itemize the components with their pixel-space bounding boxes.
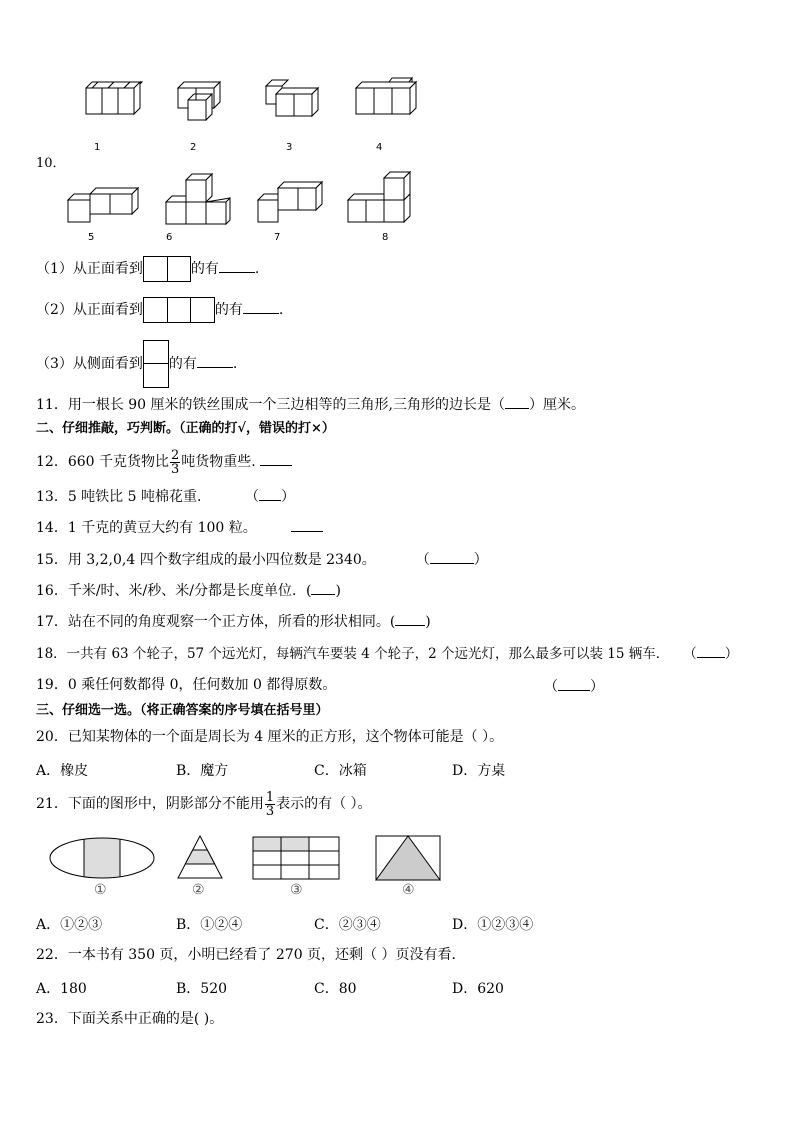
q19-paren: （ ） [544, 679, 604, 695]
cube-label-8: 8 [382, 232, 389, 243]
q11-answer[interactable] [505, 408, 529, 409]
cube-figure-5 [66, 186, 142, 224]
fraction-2-3: $\frac{2}{3}$ [171, 447, 180, 477]
q14-answer[interactable] [291, 531, 323, 532]
cube-figure-6 [164, 172, 234, 226]
q10-sub3-answer[interactable] [197, 367, 233, 368]
q12: 12．660 千克货物比 $\frac{2}{3}$ 吨货物重些. [36, 446, 292, 478]
q22-option-a[interactable]: A．180 [36, 981, 87, 997]
q13-answer[interactable] [259, 500, 281, 501]
front-view-two-squares [143, 256, 191, 282]
cube-figure-3 [262, 80, 324, 120]
q21-option-b[interactable]: B．①②④ [176, 917, 243, 933]
q23: 23．下面关系中正确的是( )。 [36, 1011, 224, 1027]
q22-option-b[interactable]: B．520 [176, 981, 228, 997]
cube-figure-2 [174, 80, 234, 122]
cube-label-1: 1 [94, 142, 101, 153]
q22-option-c[interactable]: C．80 [314, 981, 357, 997]
cube-label-7: 7 [274, 232, 281, 243]
q16: 16．千米/时、米/秒、米/分都是长度单位．( ) [36, 583, 341, 599]
q21-fig-label-3: ③ [290, 882, 303, 898]
q21: 21．下面的图形中，阴影部分不能用 $\frac{1}{3}$ 表示的有（ ）。 [36, 789, 372, 819]
cube-figure-7 [254, 178, 326, 226]
q10-sub3: （3）从侧面看到 的有 . [36, 340, 237, 388]
q13: 13．5 吨铁比 5 吨棉花重． （ ） [36, 489, 295, 505]
q17-answer[interactable] [395, 625, 425, 626]
side-view-two-squares [143, 340, 169, 388]
cube-figure-4 [352, 76, 422, 118]
q21-option-a[interactable]: A．①②③ [36, 917, 103, 933]
q17: 17．站在不同的角度观察一个正方体，所看的形状相同。( ) [36, 614, 431, 630]
q18: 18．一共有 63 个轮子，57 个远光灯，每辆汽车要装 4 个轮子，2 个远光灯，那么最多可以装 15 辆车． （ ） [36, 646, 739, 662]
q10-sub1: （1）从正面看到 的有 . [36, 256, 259, 282]
q10-number: 10． [36, 156, 66, 171]
q21-figure-4-square [374, 834, 442, 882]
q12-answer[interactable] [260, 465, 292, 466]
q21-option-d[interactable]: D．①②③④ [452, 917, 534, 933]
q18-answer[interactable] [697, 657, 725, 658]
fraction-1-3: $\frac{1}{3}$ [265, 789, 275, 819]
q16-answer[interactable] [311, 594, 335, 595]
q22-option-d[interactable]: D．620 [452, 981, 504, 997]
q21-option-c[interactable]: C．②③④ [314, 917, 381, 933]
q20-option-a[interactable]: A．橡皮 [36, 763, 89, 779]
q10-sub2-answer[interactable] [243, 313, 279, 314]
section-3-heading: 三、仔细选一选。（将正确答案的序号填在括号里） [36, 703, 329, 718]
q10-sub1-answer[interactable] [219, 272, 255, 273]
q21-figure-3-grid [252, 836, 342, 880]
q20-option-d[interactable]: D．方桌 [452, 763, 506, 779]
q21-fig-label-2: ② [192, 882, 205, 898]
q21-figure-2-triangle [176, 834, 224, 882]
cube-figure-8 [346, 170, 416, 226]
q19-answer[interactable] [558, 690, 590, 691]
section-2-heading: 二、仔细推敲，巧判断。（正确的打√，错误的打×） [36, 421, 335, 436]
q10-sub2: （2）从正面看到 的有 . [36, 297, 283, 323]
q14: 14．1 千克的黄豆大约有 100 粒。 [36, 519, 323, 537]
q15: 15．用 3,2,0,4 四个数字组成的最小四位数是 2340。 （ ） [36, 552, 488, 568]
q20: 20．已知某物体的一个面是周长为 4 厘米的正方形，这个物体可能是（ ）。 [36, 729, 504, 745]
q20-option-b[interactable]: B．魔方 [176, 763, 229, 779]
q15-answer[interactable] [430, 563, 474, 564]
q22: 22．一本书有 350 页，小明已经看了 270 页，还剩（ ）页没有看． [36, 947, 466, 963]
front-view-three-squares [143, 297, 215, 323]
cube-label-4: 4 [376, 142, 383, 153]
q19: 19．0 乘任何数都得 0，任何数加 0 都得原数。 [36, 677, 337, 693]
q20-option-c[interactable]: C．冰箱 [314, 763, 367, 779]
cube-label-2: 2 [190, 142, 197, 153]
q21-figure-1-ellipse [48, 836, 156, 880]
cube-label-3: 3 [286, 142, 293, 153]
q21-fig-label-4: ④ [402, 882, 415, 898]
cube-label-6: 6 [166, 232, 173, 243]
q11: 11．用一根长 90 厘米的铁丝围成一个三边相等的三角形,三角形的边长是（ ）厘米。 [36, 397, 585, 413]
cube-label-5: 5 [88, 232, 95, 243]
cube-figure-1 [84, 80, 144, 120]
q21-fig-label-1: ① [94, 882, 107, 898]
